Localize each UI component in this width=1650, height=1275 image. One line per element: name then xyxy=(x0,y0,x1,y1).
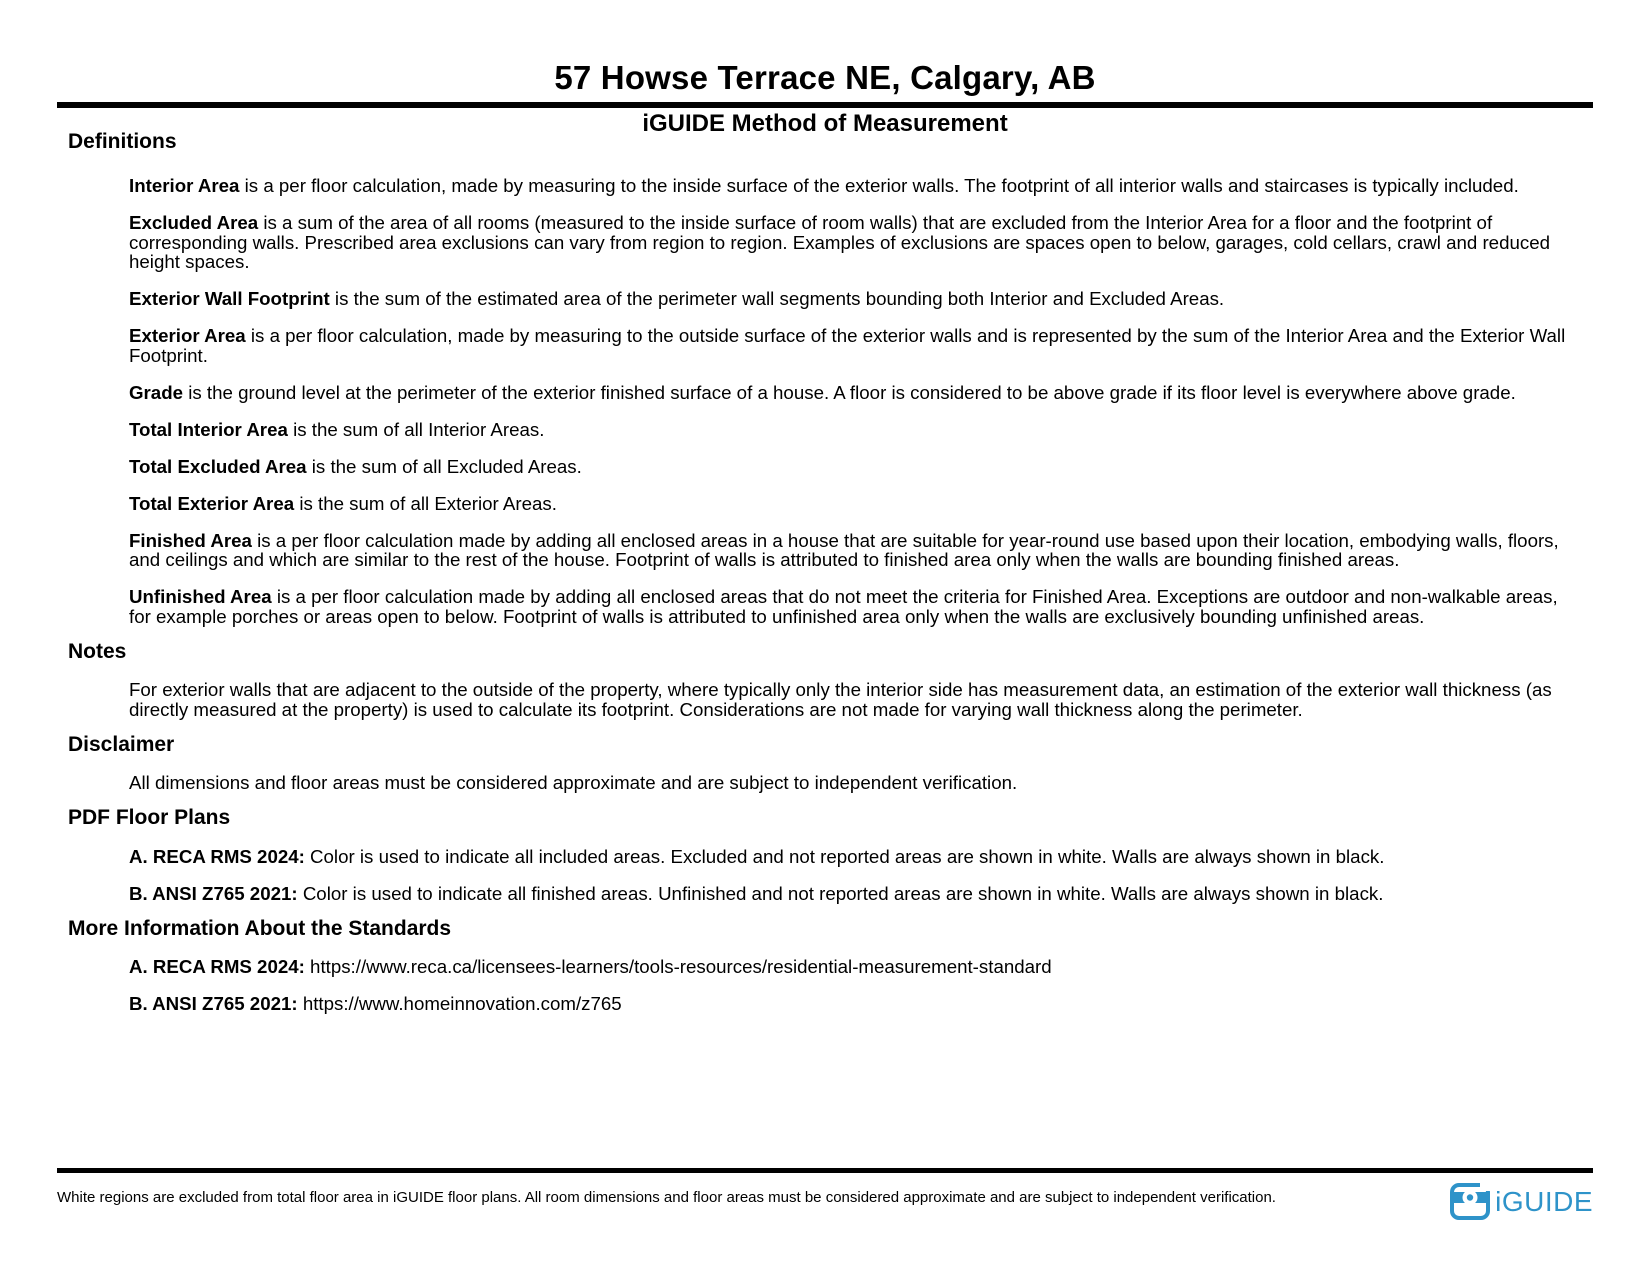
definition-term: Grade xyxy=(129,381,184,403)
reca-standard-url[interactable]: https://www.reca.ca/licensees-learners/tools-resources/residential-measurement-standard xyxy=(310,956,1052,977)
definition-total-interior-area xyxy=(129,420,1577,440)
pdf-floor-plans-section xyxy=(0,807,1650,903)
pdf-floor-plans-item-a xyxy=(129,847,1577,867)
iguide-camera-icon xyxy=(1450,1183,1490,1220)
title-divider xyxy=(57,102,1593,108)
standard-text: Color is used to indicate all included areas. Excluded and not reported areas are shown in white. Walls are always shown in black. xyxy=(310,845,1385,867)
document-body xyxy=(0,131,1650,1014)
standard-label: A. RECA RMS 2024: xyxy=(129,956,305,977)
definition-unfinished-area xyxy=(129,587,1577,626)
definition-text: is a per floor calculation made by adding all enclosed areas that do not meet the criteria for Finished Area. Exceptions are outdoor and non-walkable areas, for example porches or areas open to below. Footprint of walls is attributed to unfinished area only when the walls are exclusively bounding unfinished areas. xyxy=(129,586,1558,627)
definitions-heading: Definitions xyxy=(68,130,177,153)
disclaimer-section xyxy=(0,734,1650,793)
page-footer xyxy=(57,1180,1593,1220)
definition-exterior-wall-footprint xyxy=(129,289,1577,309)
definition-term: Unfinished Area xyxy=(129,586,272,607)
pdf-floor-plans-item-b xyxy=(129,884,1577,904)
notes-section xyxy=(0,641,1650,720)
definition-text: is a per floor calculation, made by measuring to the inside surface of the exterior walls. The footprint of all interior walls and staircases is typically included. xyxy=(244,175,1519,196)
definitions-section xyxy=(0,131,1650,626)
method-subtitle: iGUIDE Method of Measurement xyxy=(642,110,1008,137)
standard-label: B. ANSI Z765 2021: xyxy=(129,993,298,1014)
definition-term: Interior Area xyxy=(129,175,240,196)
definition-excluded-area xyxy=(129,213,1577,272)
definition-term: Exterior Wall Footprint xyxy=(129,288,330,309)
notes-heading: Notes xyxy=(68,639,127,663)
ansi-standard-url[interactable]: https://www.homeinnovation.com/z765 xyxy=(302,993,622,1014)
definition-total-excluded-area xyxy=(129,457,1577,477)
definition-total-exterior-area xyxy=(129,494,1577,514)
definition-term: Total Interior Area xyxy=(129,418,288,440)
definition-term: Total Excluded Area xyxy=(129,455,307,477)
pdf-floor-plans-heading: PDF Floor Plans xyxy=(68,806,231,829)
definition-term: Excluded Area xyxy=(129,212,259,233)
notes-paragraph: For exterior walls that are adjacent to the outside of the property, where typically only the interior side has measurement data, an estimation of the exterior wall thickness (as directly measured at the property) is used to calculate its footprint. Considerations are not made for varying wall thickness along the perimeter. xyxy=(129,679,1552,720)
footer-disclaimer-text: White regions are excluded from total floor area in iGUIDE floor plans. All room dimensions and floor areas must be considered approximate and are subject to independent verification. xyxy=(57,1189,1276,1206)
definition-text: is the sum of all Interior Areas. xyxy=(293,418,545,440)
definition-term: Total Exterior Area xyxy=(129,492,295,514)
iguide-logo xyxy=(1450,1183,1593,1220)
iguide-logo-text: iGUIDE xyxy=(1495,1185,1593,1217)
more-information-item-b xyxy=(129,994,1577,1014)
page-title: 57 Howse Terrace NE, Calgary, AB xyxy=(554,59,1096,96)
definition-text: is a per floor calculation made by adding all enclosed areas in a house that are suitable for year-round use based upon their location, embodying walls, floors, and ceilings and which are similar to the rest of the house. Footprint of walls is attributed to finished area only when the walls are bounding finished areas. xyxy=(129,529,1559,570)
footer-divider xyxy=(57,1168,1593,1173)
standard-label: B. ANSI Z765 2021: xyxy=(129,882,298,904)
definition-finished-area xyxy=(129,531,1577,570)
definition-text: is the sum of all Exterior Areas. xyxy=(299,492,557,514)
standard-text: Color is used to indicate all finished areas. Unfinished and not reported areas are shown in white. Walls are always shown in black. xyxy=(302,882,1384,904)
definition-text: is the sum of the estimated area of the perimeter wall segments bounding both Interior and Excluded Areas. xyxy=(334,288,1225,309)
definition-grade xyxy=(129,383,1577,403)
definition-text: is the sum of all Excluded Areas. xyxy=(311,455,582,477)
more-information-item-a xyxy=(129,957,1577,977)
definition-text: is a sum of the area of all rooms (measured to the inside surface of room walls) that are excluded from the Interior Area for a floor and the footprint of corresponding walls. Prescribed area exclusions can vary from region to region. Examples of exclusions are spaces open to below, garages, cold cellars, crawl and reduced height spaces. xyxy=(129,212,1550,272)
disclaimer-heading: Disclaimer xyxy=(68,732,175,756)
disclaimer-paragraph: All dimensions and floor areas must be considered approximate and are subject to independent verification. xyxy=(129,772,1018,793)
definition-exterior-area xyxy=(129,326,1577,365)
standard-label: A. RECA RMS 2024: xyxy=(129,845,305,867)
definition-term: Exterior Area xyxy=(129,325,246,346)
definition-interior-area xyxy=(129,176,1577,196)
more-information-section xyxy=(0,918,1650,1014)
definition-text: is the ground level at the perimeter of the exterior finished surface of a house. A floor is considered to be above grade if its floor level is everywhere above grade. xyxy=(188,381,1516,403)
more-information-heading: More Information About the Standards xyxy=(68,916,452,940)
definition-term: Finished Area xyxy=(129,529,252,551)
definition-text: is a per floor calculation, made by measuring to the outside surface of the exterior walls and is represented by the sum of the Interior Area and the Exterior Wall Footprint. xyxy=(129,325,1566,366)
